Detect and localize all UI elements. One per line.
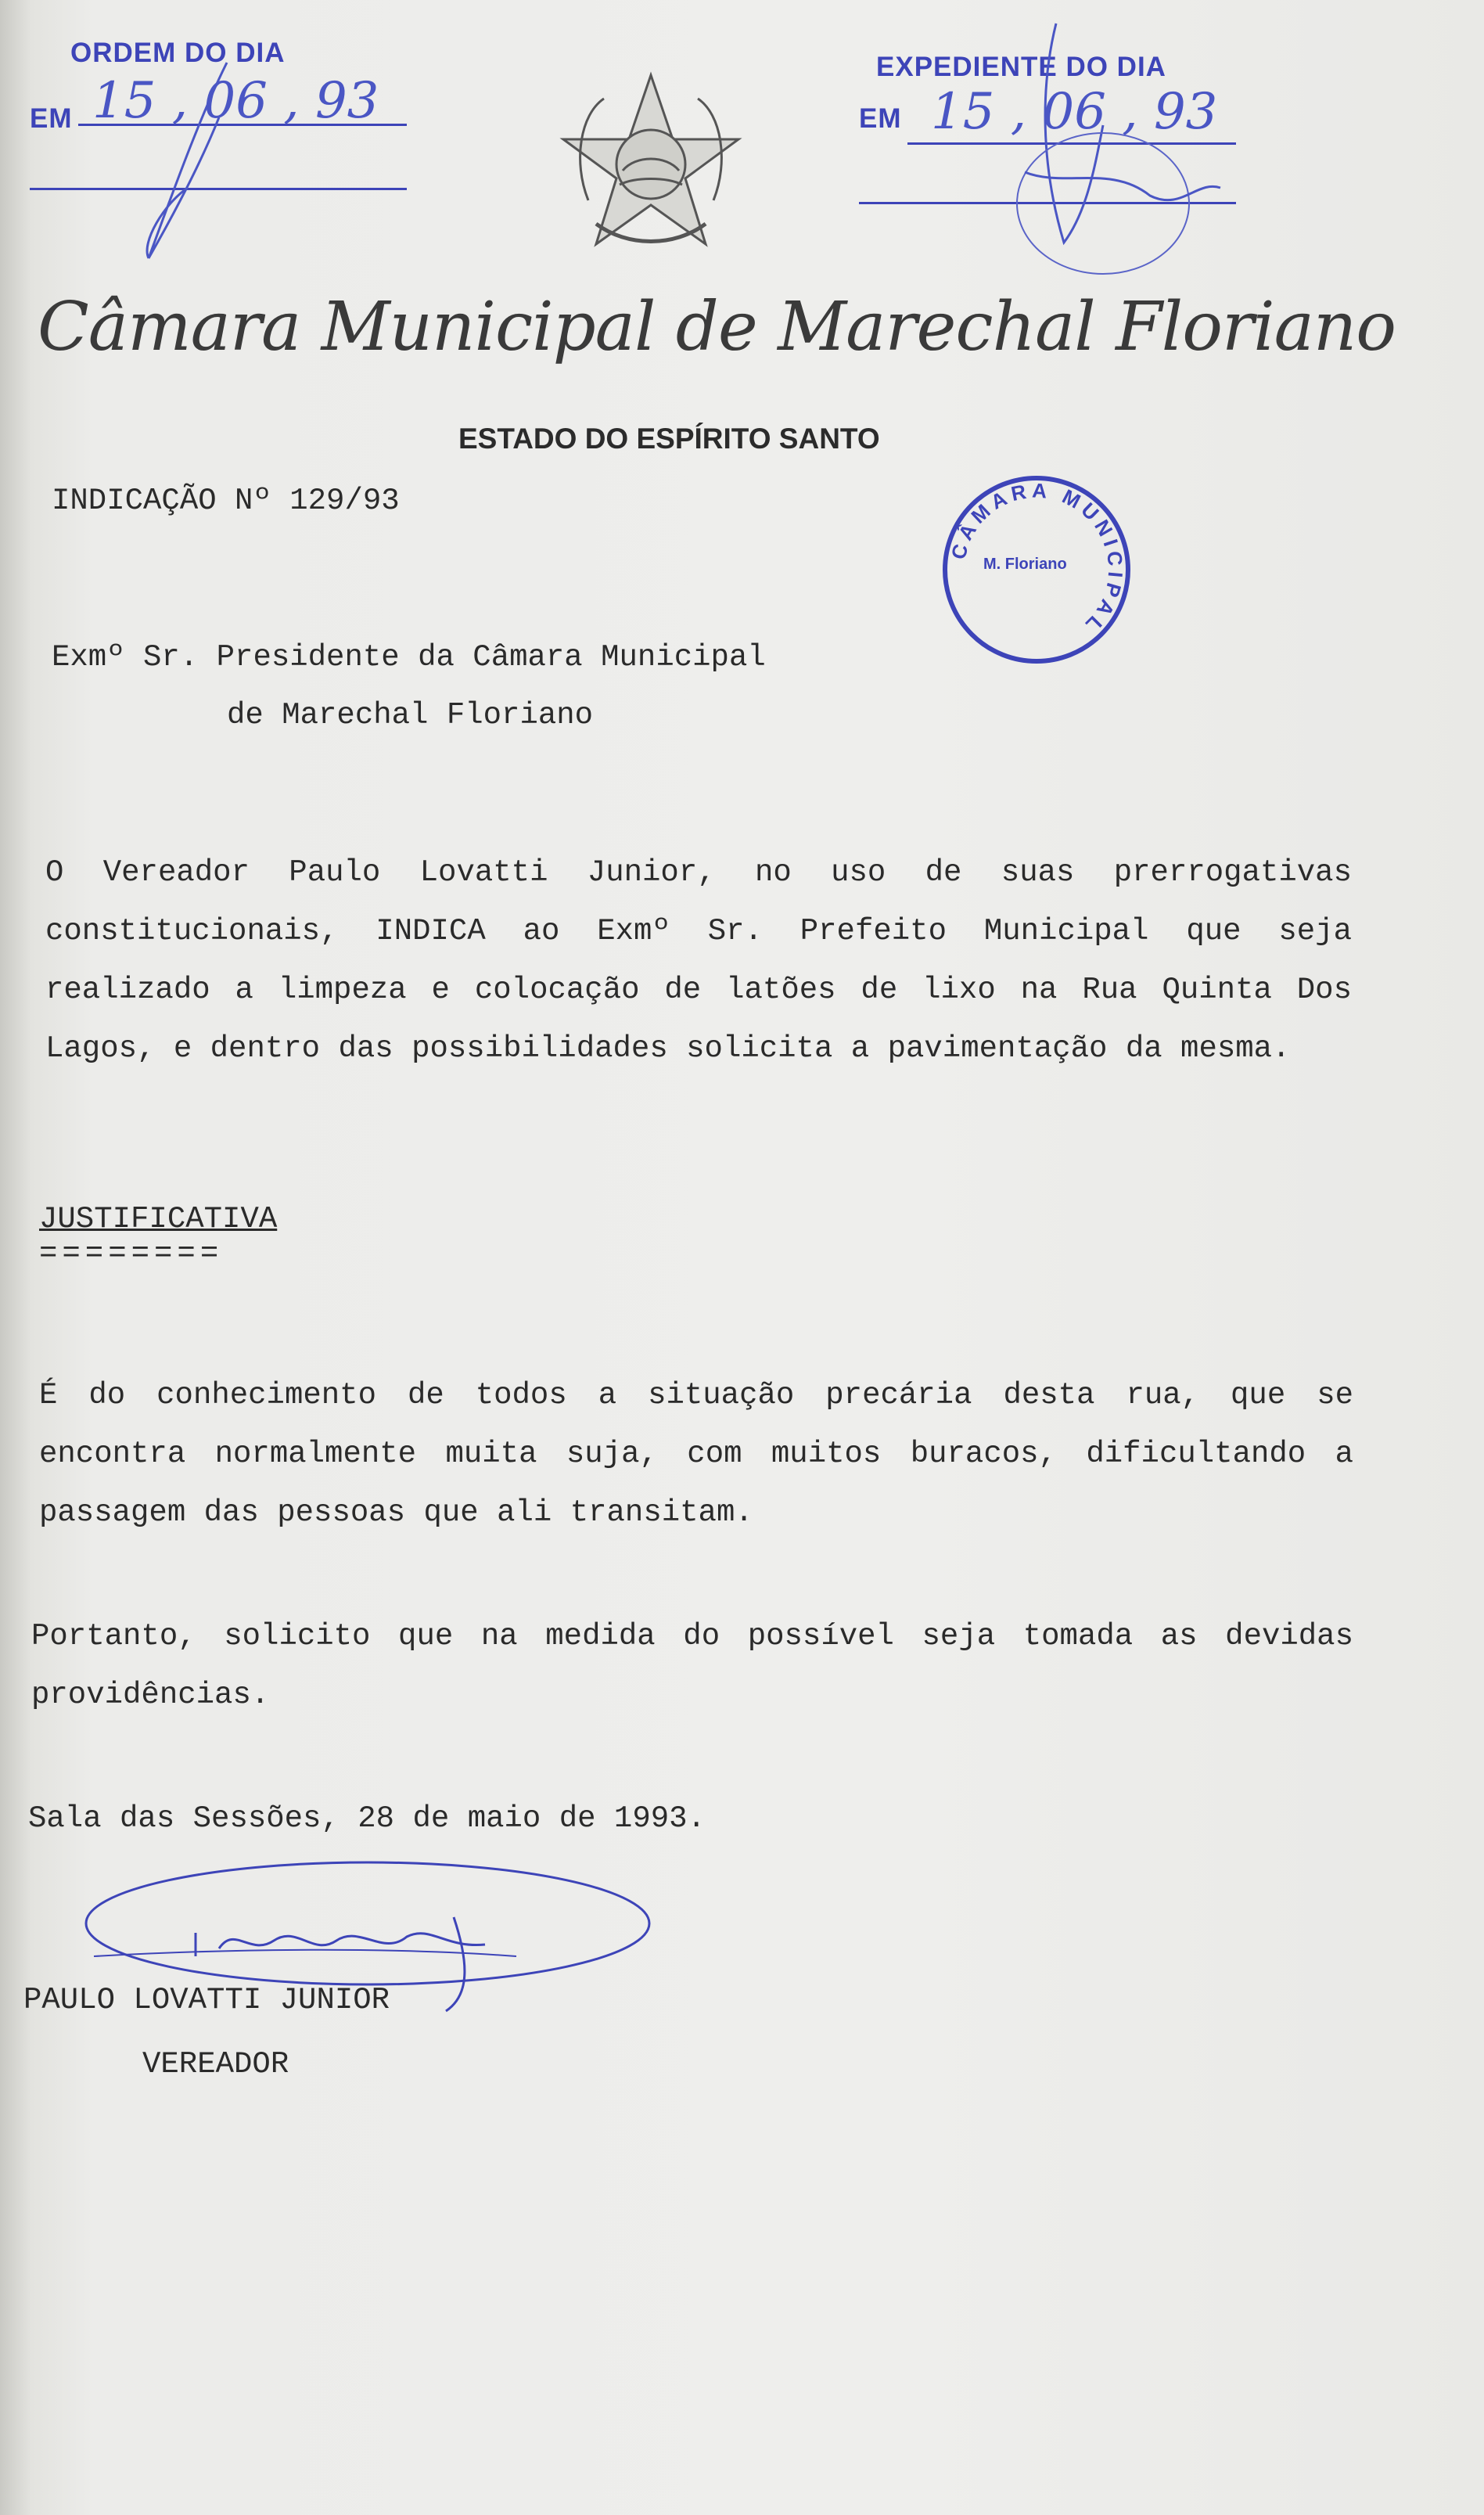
ordem-em-label: EM [30,103,73,134]
date-line: Sala das Sessões, 28 de maio de 1993. [28,1801,706,1836]
signer-name: PAULO LOVATTI JUNIOR [23,1983,390,2017]
letterhead-state: ESTADO DO ESPÍRITO SANTO [458,423,880,455]
address-line-1: Exmº Sr. Presidente da Câmara Municipal [52,640,766,675]
address-line-2: de Marechal Floriano [227,698,594,732]
body-paragraph: O Vereador Paulo Lovatti Junior, no uso de suas prerrogativas constitucionais, INDICA ao Exmº Sr. Prefeito Municipal que seja realizado a limpeza e colocação de latões de lixo na Rua Quinta Dos Lagos, e dentro das possibilidades solicita a pavimentação da mesma. [45,855,1352,1066]
ordem-label: ORDEM DO DIA [70,38,286,68]
seal-ring-label: CÂMARA MUNICIPAL [946,478,1128,640]
justificativa-underline: ======== [39,1236,224,1271]
ordem-date: 15 , 06 , 93 [92,72,379,130]
justificativa-paragraph-1: É do conhecimento de todos a situação precária desta rua, que se encontra normalmente muita suja, com muitos buracos, dificultando a passagem das pessoas que ali transitam. [39,1378,1353,1530]
expediente-date: 15 , 06 , 93 [931,83,1218,141]
justificativa-paragraph-2: Portanto, solicito que na medida do possível seja tomada as devidas providências. [31,1619,1353,1712]
coat-of-arms-icon [557,67,745,255]
seal-center-text: M. Floriano [983,556,1067,573]
indicacao-number: INDICAÇÃO Nº 129/93 [52,484,400,518]
justificativa-heading: JUSTIFICATIVA [39,1202,278,1236]
letterhead-title: Câmara Municipal de Marechal Floriano [38,288,1396,366]
expediente-em-label: EM [859,103,902,134]
expediente-signature-icon [994,8,1244,274]
signer-role: VEREADOR [142,2047,289,2081]
expediente-label: EXPEDIENTE DO DIA [876,52,1166,82]
ordem-scribble-icon [133,47,289,282]
